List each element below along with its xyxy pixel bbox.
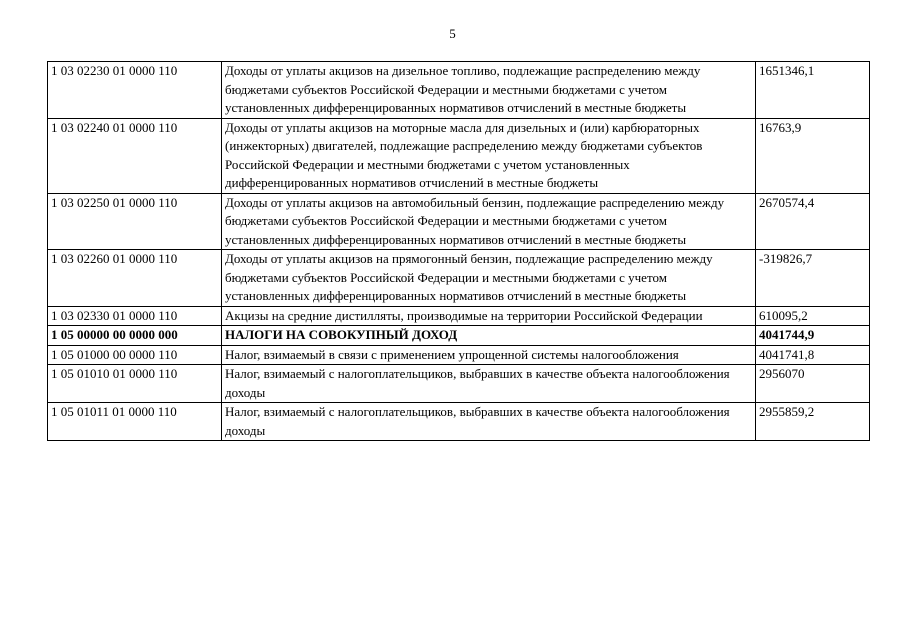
page-number: 5 (449, 26, 456, 41)
amount-cell: -319826,7 (756, 250, 870, 307)
table-row (48, 62, 870, 119)
table-row (48, 365, 870, 403)
budget-code-cell: 1 05 01011 01 0000 110 (48, 403, 222, 441)
description-cell: Налог, взимаемый в связи с применением упрощенной системы налогообложения (222, 345, 756, 365)
description-cell: Доходы от уплаты акцизов на прямогонный бензин, подлежащие распределению между бюджетами субъектов Российской Федерации и местными бюджетами с учетом установленных дифференцированных нормативов отчислений в местные бюджеты (222, 250, 756, 307)
table-row (48, 403, 870, 441)
amount-cell: 4041741,8 (756, 345, 870, 365)
table-row (48, 193, 870, 250)
table-row (48, 306, 870, 326)
table-row (48, 345, 870, 365)
amount-cell: 2955859,2 (756, 403, 870, 441)
budget-code-cell: 1 03 02330 01 0000 110 (48, 306, 222, 326)
description-cell: Доходы от уплаты акцизов на автомобильный бензин, подлежащие распределению между бюджетами субъектов Российской Федерации и местными бюджетами с учетом установленных дифференцированных нормативов отчислений в местные бюджеты (222, 193, 756, 250)
amount-cell: 16763,9 (756, 118, 870, 193)
budget-code-cell: 1 03 02250 01 0000 110 (48, 193, 222, 250)
description-cell: Акцизы на средние дистилляты, производимые на территории Российской Федерации (222, 306, 756, 326)
description-cell: Налог, взимаемый с налогоплательщиков, выбравших в качестве объекта налогообложения доходы (222, 365, 756, 403)
table-row (48, 118, 870, 193)
budget-code-cell: 1 03 02230 01 0000 110 (48, 62, 222, 119)
description-cell: НАЛОГИ НА СОВОКУПНЫЙ ДОХОД (222, 326, 756, 346)
budget-code-cell: 1 05 01010 01 0000 110 (48, 365, 222, 403)
budget-code-cell: 1 05 01000 00 0000 110 (48, 345, 222, 365)
description-cell: Доходы от уплаты акцизов на моторные масла для дизельных и (или) карбюраторных (инжекторных) двигателей, подлежащие распределению между бюджетами субъектов Российской Федерации и местными бюджетами с учетом установленных дифференцированных нормативов отчислений в местные бюджеты (222, 118, 756, 193)
amount-cell: 2956070 (756, 365, 870, 403)
budget-revenue-table (47, 61, 870, 441)
description-cell: Доходы от уплаты акцизов на дизельное топливо, подлежащие распределению между бюджетами субъектов Российской Федерации и местными бюджетами с учетом установленных дифференцированных нормативов отчислений в местные бюджеты (222, 62, 756, 119)
description-cell: Налог, взимаемый с налогоплательщиков, выбравших в качестве объекта налогообложения доходы (222, 403, 756, 441)
budget-code-cell: 1 03 02260 01 0000 110 (48, 250, 222, 307)
amount-cell: 2670574,4 (756, 193, 870, 250)
section-total-row (48, 326, 870, 346)
amount-cell: 1651346,1 (756, 62, 870, 119)
budget-code-cell: 1 03 02240 01 0000 110 (48, 118, 222, 193)
amount-cell: 610095,2 (756, 306, 870, 326)
budget-code-cell: 1 05 00000 00 0000 000 (48, 326, 222, 346)
table-row (48, 250, 870, 307)
amount-cell: 4041744,9 (756, 326, 870, 346)
